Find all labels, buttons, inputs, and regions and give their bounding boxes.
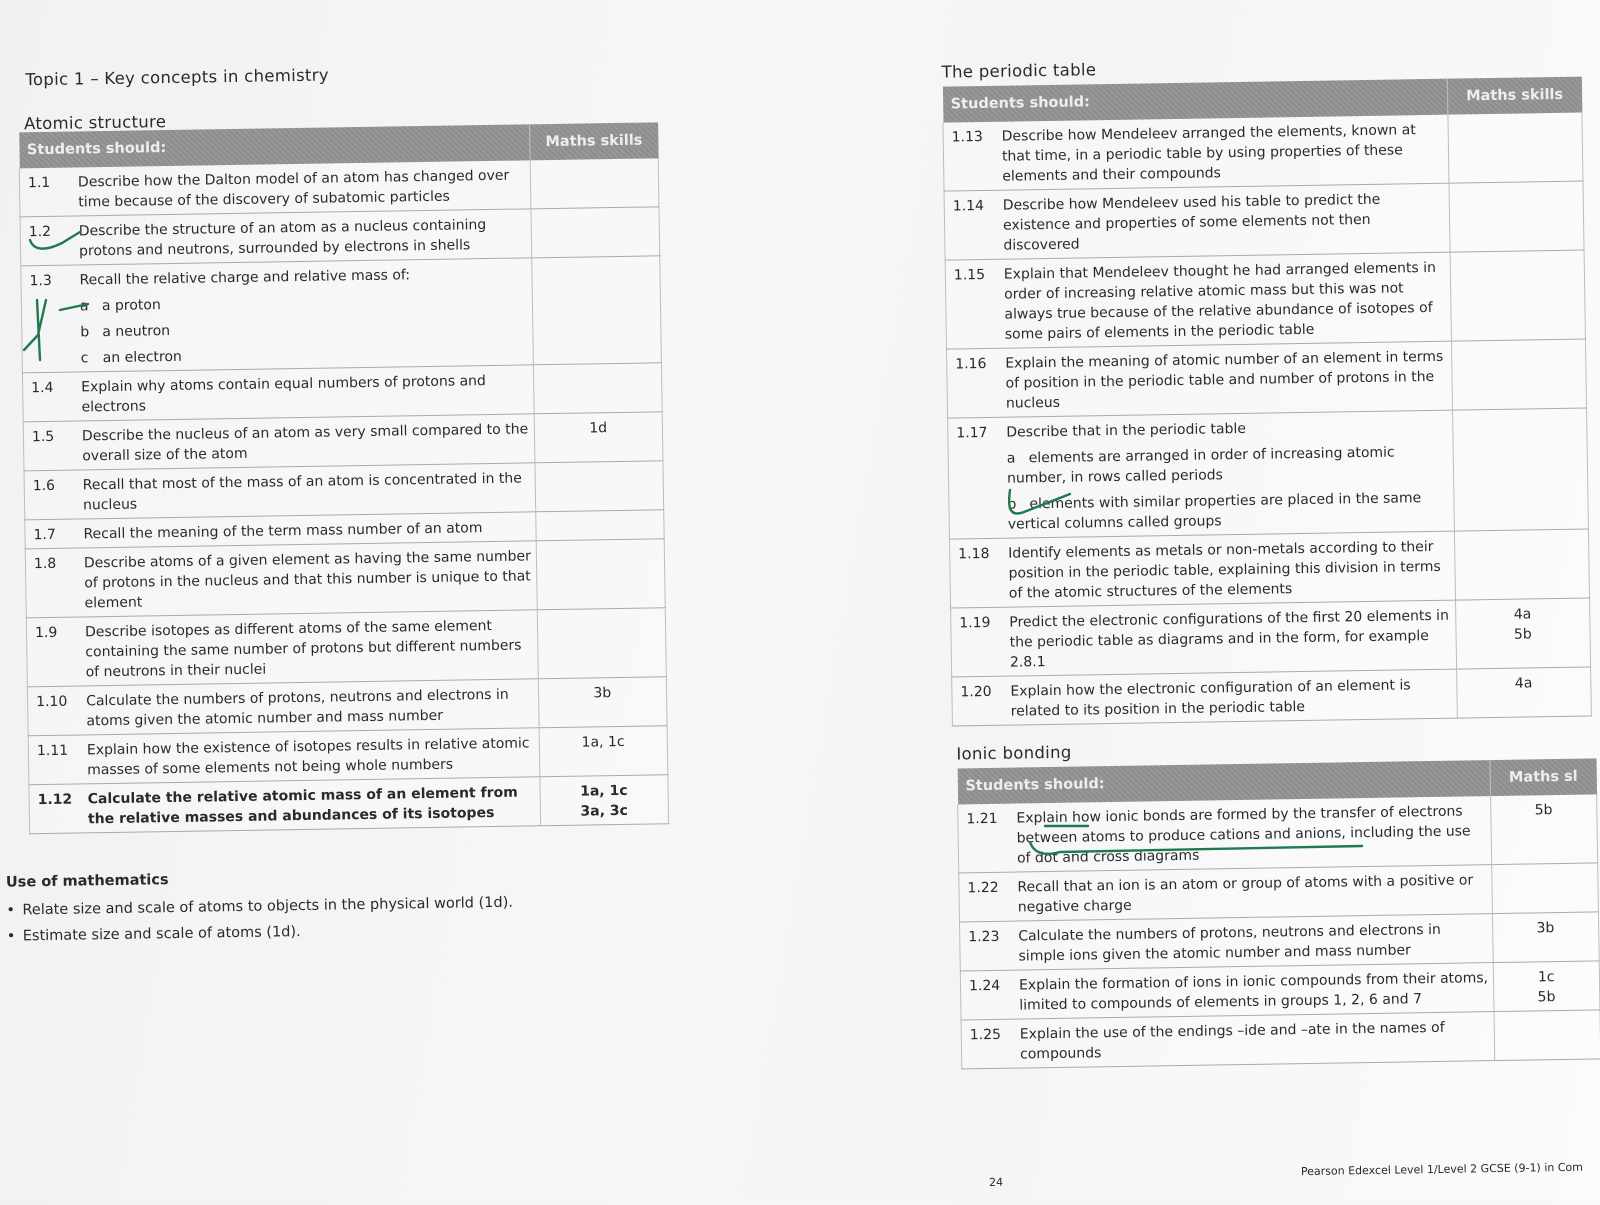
maths-skill-cell <box>1491 863 1598 914</box>
use-of-mathematics <box>6 867 514 955</box>
spec-number: 1.14 <box>944 190 1000 260</box>
spec-number: 1.12 <box>29 784 84 834</box>
maths-bullet: • Estimate size and scale of atoms (1d). <box>6 924 301 945</box>
spec-number: 1.6 <box>24 470 79 520</box>
spec-text: Describe how Mendeleev arranged the elements, known at that time, in a periodic table by using properties of these elements and their compounds <box>1001 122 1416 185</box>
spec-number: 1.21 <box>958 804 1014 873</box>
spec-text: Explain how ionic bonds are formed by the transfer of electrons between atoms to produce cations and anions, including the use of dot and cross diagrams <box>1016 803 1471 867</box>
spec-text: Explain how the electronic configuration of an element is related to its position in the periodic table <box>1010 677 1411 720</box>
maths-skill-cell: 4a 5b <box>1455 598 1591 669</box>
spec-subitem-letter: c <box>80 350 89 367</box>
spec-number: 1.18 <box>950 538 1006 608</box>
spec-text-cell <box>1002 410 1454 538</box>
spec-number: 1.8 <box>25 548 81 618</box>
spec-row <box>948 408 1589 539</box>
spec-text-cell <box>74 160 531 216</box>
spec-number: 1.10 <box>27 686 82 736</box>
spec-number: 1.7 <box>25 519 80 549</box>
spec-text-cell <box>75 209 532 265</box>
spec-text: Calculate the numbers of protons, neutrons and electrons in simple ions given the atomic number and mass number <box>1018 921 1441 965</box>
spec-number: 1.4 <box>22 372 77 422</box>
spec-number: 1.17 <box>948 417 1004 539</box>
spec-number: 1.19 <box>951 607 1007 677</box>
spec-text: Describe the structure of an atom as a nucleus containing protons and neutrons, surrounded by electrons in shells <box>78 217 487 260</box>
section-title-periodic-table: The periodic table <box>941 60 1097 82</box>
spec-text-cell <box>80 541 537 617</box>
spec-text-cell <box>79 463 536 519</box>
spec-number: 1.3 <box>21 265 77 373</box>
maths-skill-cell <box>530 158 659 209</box>
spec-text: Explain why atoms contain equal numbers of protons and electrons <box>81 373 487 416</box>
spec-row <box>943 113 1583 192</box>
maths-bullet-text: Estimate size and scale of atoms (1d). <box>22 924 301 945</box>
maths-skill-cell: 1c 5b <box>1493 961 1600 1012</box>
spec-text-cell <box>83 777 540 833</box>
maths-skill-cell <box>530 207 659 258</box>
spec-row <box>21 256 662 373</box>
spec-text-cell <box>1016 1012 1495 1069</box>
spec-number: 1.25 <box>961 1019 1016 1069</box>
maths-skill-cell <box>533 363 662 414</box>
spec-number: 1.9 <box>26 617 82 687</box>
spec-text: Explain how the existence of isotopes results in relative atomic masses of some elements not being whole numbers <box>86 735 530 779</box>
spec-subitem <box>1007 488 1449 535</box>
spec-row <box>958 794 1598 873</box>
spec-text: Identify elements as metals or non-metals according to their position in the periodic table, explaining this division in terms of the atomic structures of the elements <box>1008 538 1441 602</box>
spec-row <box>945 250 1585 349</box>
spec-row <box>26 608 666 687</box>
spec-row <box>952 667 1592 726</box>
students-should-header: Students should: <box>942 79 1447 123</box>
spec-text: Describe how the Dalton model of an atom has changed over time because of the discovery of subatomic particles <box>77 167 510 211</box>
maths-skill-cell <box>1448 181 1584 252</box>
spec-number: 1.5 <box>23 421 78 471</box>
topic-title: Topic 1 – Key concepts in chemistry <box>25 65 329 90</box>
maths-bullet: • Relate size and scale of atoms to objects in the physical world (1d). <box>6 894 514 919</box>
right-page <box>931 0 1600 1205</box>
ionic-bonding-table <box>957 758 1600 1069</box>
maths-skill-cell <box>1450 250 1586 341</box>
spec-text: Predict the electronic configurations of the first 20 elements in the periodic table as diagrams and in the form, for example 2.8.1 <box>1009 607 1450 671</box>
maths-skill-cell: 3b <box>1492 912 1599 963</box>
maths-skill-cell: 1a, 1c <box>539 726 668 777</box>
spec-subitem-text: an electron <box>102 348 182 367</box>
left-page <box>0 0 711 1205</box>
maths-skill-cell: 5b <box>1490 794 1598 864</box>
spec-number: 1.24 <box>960 970 1015 1020</box>
spec-subitem-text: a proton <box>101 297 161 315</box>
spec-number: 1.16 <box>947 348 1003 418</box>
spec-number: 1.23 <box>960 921 1015 971</box>
spec-text-cell <box>83 728 540 784</box>
spec-text-cell <box>81 610 538 686</box>
maths-bullet-text: Relate size and scale of atoms to objects in the physical world (1d). <box>22 894 514 919</box>
spec-subitem <box>80 289 528 316</box>
maths-skill-cell <box>1454 529 1590 600</box>
spec-text-cell <box>1014 914 1493 971</box>
section-title-atomic-structure: Atomic structure <box>23 112 167 134</box>
spec-text: Recall that an ion is an atom or group of atoms with a positive or negative charge <box>1017 872 1474 916</box>
spec-subitem-letter: a <box>79 298 89 315</box>
maths-skill-cell <box>534 461 663 512</box>
footer-text: Pearson Edexcel Level 1/Level 2 GCSE (9-1) in Com <box>1300 1160 1584 1179</box>
spec-text: Explain the meaning of atomic number of an element in terms of position in the periodic table and number of protons in the nucleus <box>1005 348 1444 412</box>
spec-subitem-letter: b <box>1007 496 1017 513</box>
spec-subitem <box>81 341 529 368</box>
maths-skills-header: Maths skills <box>529 122 658 160</box>
maths-skill-cell: 4a <box>1456 667 1591 718</box>
spec-text-cell <box>997 115 1448 191</box>
maths-skill-cell: 3b <box>538 677 667 728</box>
spec-text-cell <box>1000 252 1451 348</box>
spec-text: Describe atoms of a given element as having the same number of protons in the nucleus and that this number is unique to that element <box>83 548 531 612</box>
periodic-table-table <box>942 77 1592 727</box>
spec-subitem-text: a neutron <box>102 323 171 341</box>
spec-text: Recall the meaning of the term mass number of an atom <box>83 520 483 543</box>
maths-skill-cell <box>1451 339 1587 410</box>
spec-text: Explain that Mendeleev thought he had arranged elements in order of increasing relative atomic mass but this was not always true because of the relative abundance of isotopes of some pairs of elements in the periodic table <box>1003 259 1437 343</box>
spec-row <box>29 775 669 834</box>
page-number: 24 <box>989 1175 1004 1190</box>
spec-text-cell <box>1001 341 1452 417</box>
spec-number: 1.11 <box>28 735 83 785</box>
spec-text-cell <box>1015 963 1494 1020</box>
spec-subitem-text: elements are arranged in order of increasing atomic number, in rows called periods <box>1006 444 1395 487</box>
spec-text: Recall that most of the mass of an atom is concentrated in the nucleus <box>82 470 522 514</box>
spec-row <box>25 539 665 618</box>
spec-text: Describe the nucleus of an atom as very small compared to the overall size of the atom <box>81 421 529 465</box>
spec-text-cell <box>1004 531 1455 607</box>
spec-text-cell <box>1012 796 1491 872</box>
maths-skill-cell <box>535 510 664 541</box>
spec-text: Describe that in the periodic table <box>1006 420 1247 441</box>
spec-row <box>944 181 1584 260</box>
maths-skill-cell <box>1447 113 1583 184</box>
spec-text-cell <box>78 414 535 470</box>
spec-number: 1.20 <box>952 676 1007 726</box>
spec-text: Recall the relative charge and relative mass of: <box>79 267 411 289</box>
spec-subitem <box>80 315 528 342</box>
maths-skill-cell <box>537 608 667 679</box>
spec-text: Calculate the relative atomic mass of an element from the relative masses and abundances of its isotopes <box>87 784 518 828</box>
maths-skill-cell <box>536 539 666 610</box>
spec-number: 1.15 <box>945 259 1001 349</box>
atomic-structure-table <box>18 122 669 834</box>
spec-number: 1.2 <box>20 216 75 266</box>
spec-row <box>950 529 1590 608</box>
spec-text-cell <box>82 679 539 735</box>
spec-row <box>947 339 1587 418</box>
section-title-ionic-bonding: Ionic bonding <box>956 742 1072 764</box>
use-of-mathematics-heading: Use of mathematics <box>5 872 169 891</box>
spec-text: Describe how Mendeleev used his table to predict the existence and properties of some elements not then discovered <box>1002 191 1381 254</box>
maths-skill-cell <box>1493 1010 1600 1061</box>
spec-subitem-letter: b <box>80 324 90 341</box>
spec-text-cell <box>1006 669 1457 725</box>
spec-text-cell <box>75 258 533 372</box>
spec-text-cell <box>1005 600 1456 676</box>
spec-number: 1.1 <box>19 168 74 217</box>
maths-skill-cell: 1d <box>534 412 663 463</box>
spec-text-cell <box>77 365 534 421</box>
spec-number: 1.13 <box>943 122 999 191</box>
spec-text-cell <box>999 183 1450 259</box>
spec-row <box>961 1010 1600 1069</box>
spec-subitem <box>1007 442 1449 489</box>
spec-text-cell <box>1013 865 1492 922</box>
spec-row <box>951 598 1591 677</box>
spec-text: Calculate the numbers of protons, neutrons and electrons in atoms given the atomic number and mass number <box>86 686 509 730</box>
spec-text: Explain the use of the endings –ide and –ate in the names of compounds <box>1019 1019 1445 1063</box>
students-should-header: Students should: <box>19 124 530 168</box>
maths-skill-cell <box>1452 408 1588 531</box>
spec-text: Explain the formation of ions in ionic compounds from their atoms, limited to compounds of elements in groups 1, 2, 6 and 7 <box>1018 970 1489 1014</box>
students-should-header: Students should: <box>957 760 1490 804</box>
spec-subitem-text: elements with similar properties are placed in the same vertical columns called groups <box>1007 490 1422 533</box>
spec-subitem-letter: a <box>1006 450 1016 467</box>
maths-skills-header: Maths skills <box>1447 77 1582 115</box>
maths-skill-cell <box>531 256 661 365</box>
maths-skills-header: Maths sl <box>1490 758 1597 796</box>
maths-skill-cell: 1a, 1c 3a, 3c <box>539 775 668 826</box>
spec-text: Describe isotopes as different atoms of the same element containing the same number of protons but different numbers of neutrons in their nuclei <box>84 618 522 681</box>
spec-number: 1.22 <box>959 872 1014 922</box>
